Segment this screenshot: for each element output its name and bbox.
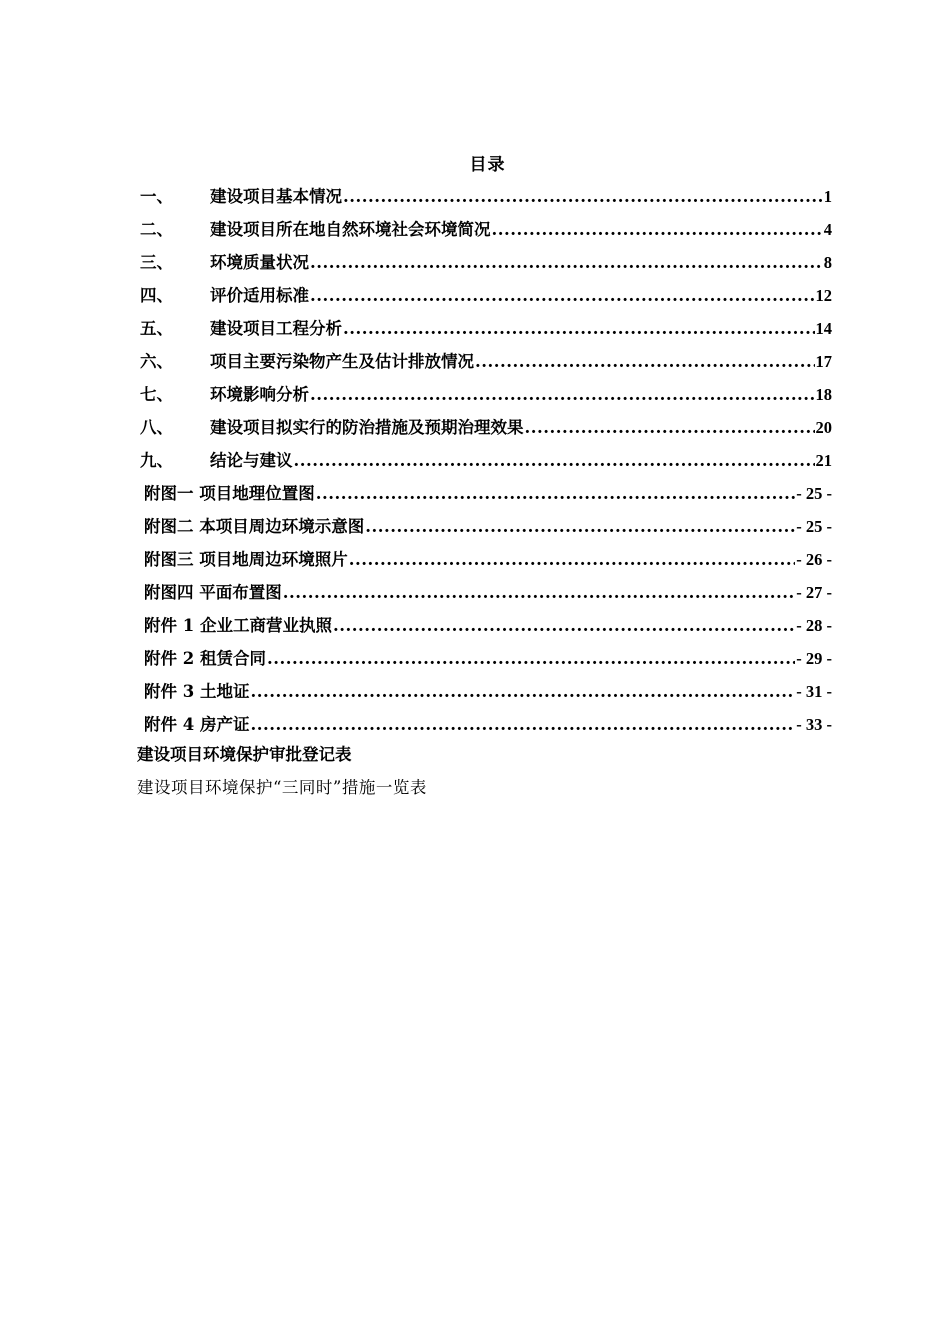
toc-entry-label: 建设项目拟实行的防治措施及预期治理效果 [210,418,524,437]
toc-entry-label: 建设项目基本情况 [210,187,342,206]
toc-entry-number: 七、 [140,385,173,404]
toc-entry-page: - 28 - [796,616,832,635]
dot-leader [310,253,823,272]
toc-entry-page: - 27 - [796,583,832,602]
toc-entry-label: 环境质量状况 [210,253,309,272]
toc-entry-label: 建设项目工程分析 [210,319,342,338]
toc-entry-page: 4 [823,220,832,239]
dot-leader [267,649,795,668]
toc-entry-page: - 33 - [796,715,832,734]
toc-entry-page: 1 [823,187,832,206]
dot-leader [365,517,795,536]
toc-appendix-entry[interactable] [140,612,832,645]
toc-entry-label: 评价适用标准 [210,286,309,305]
toc-entry-number: 五、 [140,319,173,338]
toc-entry-page: 21 [815,451,832,470]
dot-leader [250,682,795,701]
toc-appendix-entry[interactable] [140,579,832,612]
toc-entry-page: - 25 - [796,484,832,503]
toc-entry-page: - 25 - [796,517,832,536]
toc-title: 目录 [469,155,506,175]
toc-entry-label: 附件 4 房产证 [144,715,250,734]
toc-entry[interactable] [140,282,832,315]
dot-leader [294,451,815,470]
toc-entry[interactable] [140,381,832,414]
toc-entry[interactable] [140,249,832,282]
dot-leader [316,484,796,503]
dot-leader [283,583,796,602]
toc-entry-page: - 26 - [796,550,832,569]
toc-entry-label: 建设项目所在地自然环境社会环境简况 [210,220,491,239]
toc-entry[interactable] [140,216,832,249]
toc-entry-page: 18 [815,385,832,404]
dot-leader [349,550,796,569]
dot-leader [525,418,815,437]
toc-entry[interactable] [140,447,832,480]
toc-entry-label: 附件 3 土地证 [144,682,250,701]
toc-entry-number: 八、 [140,418,173,437]
toc-list [140,183,832,744]
toc-entry-label: 结论与建议 [210,451,293,470]
dot-leader [310,385,815,404]
toc-entry-page: 17 [815,352,832,371]
toc-entry-page: - 31 - [796,682,832,701]
toc-entry[interactable] [140,414,832,447]
toc-entry-number: 九、 [140,451,173,470]
toc-entry-number: 六、 [140,352,173,371]
toc-entry-page: - 29 - [796,649,832,668]
toc-appendix-entry[interactable] [140,546,832,579]
dot-leader [492,220,823,239]
toc-entry-page: 14 [815,319,832,338]
toc-entry-label: 附图四 平面布置图 [144,583,282,602]
toc-entry-label: 附件 1 企业工商营业执照 [144,616,332,635]
dot-leader [333,616,795,635]
toc-appendix-entry[interactable] [140,513,832,546]
dot-leader [343,187,823,206]
toc-entry-label: 项目主要污染物产生及估计排放情况 [210,352,474,371]
toc-entry[interactable] [140,348,832,381]
toc-footer-bold[interactable]: 建设项目环境保护审批登记表 [137,745,352,764]
toc-entry-number: 三、 [140,253,173,272]
toc-entry-page: 12 [815,286,832,305]
toc-entry-label: 附件 2 租赁合同 [144,649,266,668]
toc-entry-label: 附图一 项目地理位置图 [144,484,315,503]
toc-entry-label: 附图三 项目地周边环境照片 [144,550,348,569]
toc-entry[interactable] [140,315,832,348]
toc-entry-page: 20 [815,418,832,437]
dot-leader [250,715,795,734]
toc-entry-label: 附图二 本项目周边环境示意图 [144,517,365,536]
toc-footer-plain[interactable]: 建设项目环境保护“三同时”措施一览表 [137,778,427,797]
toc-entry-page: 8 [823,253,832,272]
dot-leader [475,352,815,371]
toc-appendix-entry[interactable] [140,645,832,678]
toc-appendix-entry[interactable] [140,678,832,711]
toc-appendix-entry[interactable] [140,711,832,744]
toc-entry[interactable] [140,183,832,216]
dot-leader [310,286,815,305]
toc-appendix-entry[interactable] [140,480,832,513]
toc-entry-number: 二、 [140,220,173,239]
toc-entry-number: 一、 [140,187,173,206]
toc-entry-number: 四、 [140,286,173,305]
toc-entry-label: 环境影响分析 [210,385,309,404]
dot-leader [343,319,815,338]
